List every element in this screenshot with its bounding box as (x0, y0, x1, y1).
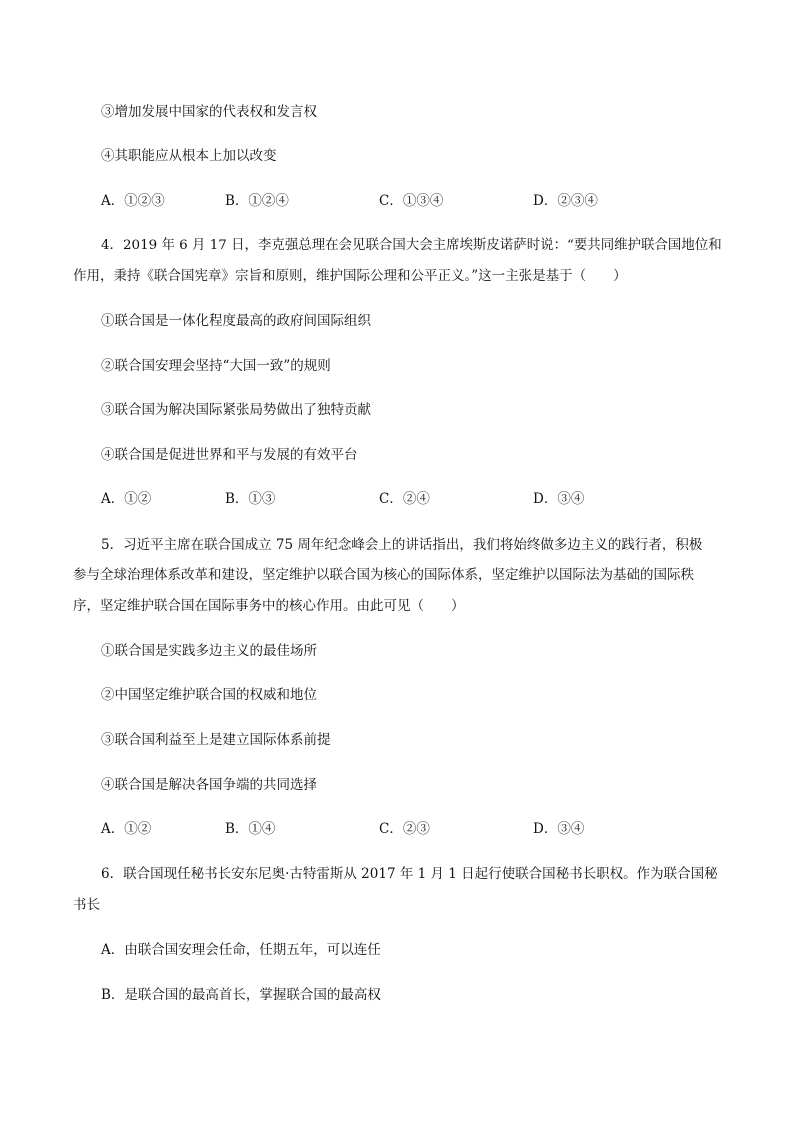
q5-item-3: ③联合国利益至上是建立国际体系前提 (101, 732, 331, 748)
q3-item-4: ④其职能应从根本上加以改变 (101, 148, 277, 164)
q5-item-1: ①联合国是实践多边主义的最佳场所 (101, 643, 317, 659)
q5-option-a: A．①② (101, 821, 152, 837)
q5-option-b: B．①④ (225, 821, 276, 837)
q4-item-4: ④联合国是促进世界和平与发展的有效平台 (101, 447, 358, 463)
q4-option-b: B．①③ (225, 491, 276, 507)
q3-option-d: D．②③④ (533, 193, 598, 209)
q4-option-d: D．③④ (533, 491, 585, 507)
q4-options (0, 489, 794, 509)
q5-stem-line-3: 序，坚定维护联合国在国际事务中的核心作用。由此可见（ ） (73, 598, 465, 614)
q3-item-3: ③增加发展中国家的代表权和发言权 (101, 104, 317, 120)
q3-options (0, 191, 794, 211)
q6-option-b: B．是联合国的最高首长，掌握联合国的最高权 (101, 987, 381, 1003)
q4-stem-line-1: 4．2019 年 6 月 17 日，李克强总理在会见联合国大会主席埃斯皮诺萨时说：“要共同维护联合国地位和 (101, 238, 722, 253)
q4-option-c: C．②④ (379, 491, 430, 507)
q5-option-d: D．③④ (533, 821, 585, 837)
q5-item-4: ④联合国是解决各国争端的共同选择 (101, 777, 317, 793)
q3-option-b: B．①②④ (225, 193, 289, 209)
q4-option-a: A．①② (101, 491, 152, 507)
q6-stem-line-2: 书长 (73, 897, 100, 913)
q6-stem-line-1: 6．联合国现任秘书长安东尼奥·古特雷斯从 2017 年 1 月 1 日起行使联合国秘书长职权。作为联合国秘 (101, 866, 718, 882)
q5-item-2: ②中国坚定维护联合国的权威和地位 (101, 687, 317, 703)
q5-stem-line-1: 5．习近平主席在联合国成立 75 周年纪念峰会上的讲话指出，我们将始终做多边主义的践行者，积极 (101, 537, 703, 553)
q4-stem-line-2: 作用，秉持《联合国宪章》宗旨和原则，维护国际公理和公平正义。”这一主张是基于（ ） (73, 268, 627, 284)
q5-stem-line-2: 参与全球治理体系改革和建设，坚定维护以联合国为核心的国际体系，坚定维护以国际法为基础的国际秩 (73, 567, 694, 583)
q3-option-c: C．①③④ (379, 193, 444, 209)
q5-option-c: C．②③ (379, 821, 430, 837)
q6-option-a: A．由联合国安理会任命，任期五年，可以连任 (101, 942, 381, 958)
q4-item-1: ①联合国是一体化程度最高的政府间国际组织 (101, 313, 371, 329)
q3-option-a: A．①②③ (101, 193, 165, 209)
q5-options (0, 819, 794, 839)
q4-item-3: ③联合国为解决国际紧张局势做出了独特贡献 (101, 402, 371, 418)
q4-item-2: ②联合国安理会坚持“大国一致”的规则 (101, 358, 331, 374)
